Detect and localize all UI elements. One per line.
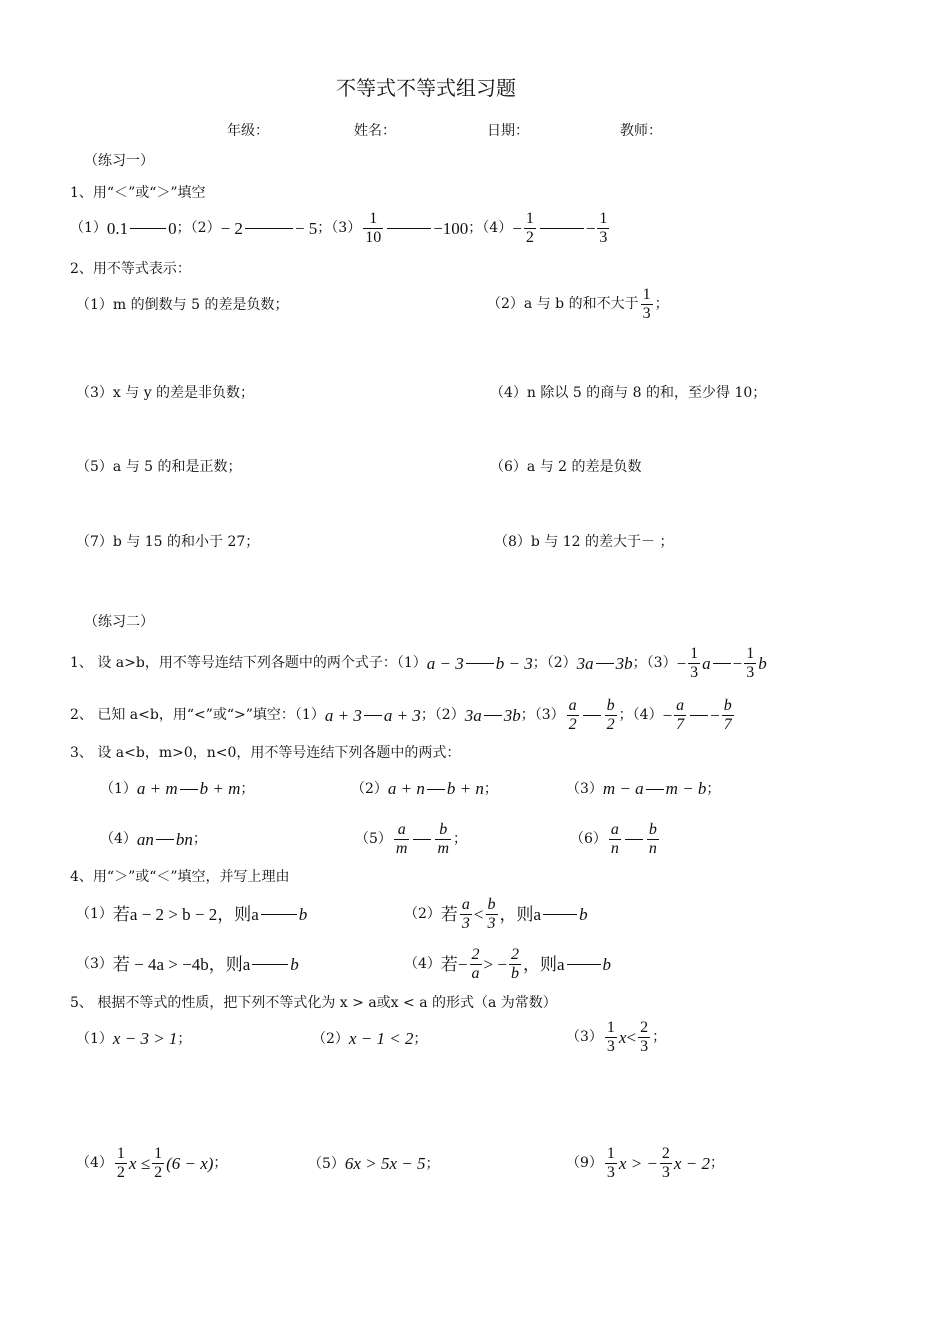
separator: ； — [192, 831, 207, 847]
ex2-q1-stem: 1、 设 a>b，用不等号连结下列各题中的两个式子：（1） — [70, 655, 427, 671]
ex2-q3-item-3 — [566, 780, 720, 797]
ex2-q3-item-6 — [570, 816, 661, 862]
fraction: $\frac{a}{m}$ — [395, 820, 408, 857]
separator: ；（2） — [420, 707, 465, 723]
variable: b — [602, 954, 611, 974]
answer-blank — [130, 227, 166, 229]
inequality: x > − — [618, 1153, 658, 1173]
ex1-q1-a1: 0.1 — [106, 218, 129, 238]
answer-blank — [252, 963, 288, 965]
separator: ； — [483, 780, 498, 797]
ex1-q2-item-5: （5）a 与 5 的和是正数； — [76, 459, 242, 475]
ex2-q3-item-1 — [100, 780, 254, 797]
fraction: $\frac{a}{3}$ — [461, 895, 470, 932]
fraction: $\frac{2}{b}$ — [510, 945, 519, 982]
separator: ；（4） — [618, 707, 663, 723]
expression: a + 3 — [383, 705, 421, 725]
ex2-q5-item-5 — [308, 1155, 439, 1172]
answer-blank — [180, 788, 198, 790]
name-label: 姓名： — [354, 123, 396, 139]
ex2-q4-item-4 — [404, 940, 611, 988]
item-number: （3） — [566, 1029, 603, 1045]
ex2-q5-item-1 — [76, 1030, 191, 1047]
item-number: （2） — [351, 780, 388, 797]
ex2-q4-item-3 — [76, 942, 299, 986]
minus-sign: − — [457, 954, 468, 974]
expression: a + m — [136, 779, 178, 798]
fraction: $\frac{1}{10}$ — [365, 209, 382, 246]
ex1-q1-sep2: ；（3） — [317, 220, 362, 236]
item-text: ； — [654, 296, 669, 312]
fraction: $\frac{b}{2}$ — [606, 696, 615, 733]
expression: a − 3 — [426, 653, 464, 673]
answer-blank — [261, 913, 297, 915]
condition: 若 — [440, 904, 458, 924]
separator: ； — [453, 831, 468, 847]
exercise-1-heading: （练习一） — [84, 153, 154, 169]
fraction: $\frac{b}{n}$ — [648, 820, 657, 857]
less-than-sign: < — [473, 904, 484, 924]
ex1-q1-b2: − 5 — [294, 218, 318, 238]
variable: b — [758, 653, 767, 673]
separator: ；（2） — [532, 655, 577, 671]
answer-blank — [646, 788, 664, 790]
fraction: $\frac{b}{m}$ — [437, 820, 450, 857]
page-title: 不等式不等式组习题 — [336, 76, 516, 100]
ex2-q4-item-2 — [404, 890, 588, 938]
separator: ； — [709, 1155, 724, 1171]
condition: 若 — [440, 954, 458, 974]
expression: bn — [175, 829, 193, 849]
expression: m − a — [602, 779, 644, 798]
fraction: $\frac{1}{2}$ — [525, 209, 534, 246]
inequality: x − 3 > 1 — [112, 1029, 178, 1048]
fraction: $\frac{a}{2}$ — [568, 696, 577, 733]
ex2-q3-item-2 — [351, 780, 498, 797]
less-than-sign: < — [626, 1027, 637, 1047]
fraction: $\frac{2}{3}$ — [661, 1144, 670, 1181]
answer-blank — [543, 913, 577, 915]
variable: b — [298, 904, 308, 924]
expression: 3a — [576, 653, 594, 673]
separator: ；（3） — [632, 655, 677, 671]
ex1-q2-item-8: （8）b 与 12 的差大于－ ； — [494, 534, 674, 550]
minus-sign: − — [710, 705, 720, 725]
item-number: （5） — [308, 1155, 345, 1172]
answer-blank — [583, 714, 601, 716]
inequality: x − 2 — [673, 1153, 710, 1173]
answer-blank — [387, 227, 431, 229]
ex2-q2-row — [70, 692, 736, 738]
ex2-q3-item-5 — [355, 816, 467, 862]
item-number: （5） — [355, 831, 392, 847]
answer-blank — [596, 662, 614, 664]
separator: ； — [652, 1029, 667, 1045]
ex1-q2-item-4: （4）n 除以 5 的商与 8 的和，至少得 10； — [490, 385, 767, 401]
ex2-q4-item-1 — [76, 892, 307, 936]
variable: b — [290, 954, 299, 974]
condition: ，则a — [499, 904, 542, 924]
greater-than-sign: > − — [483, 954, 507, 974]
separator: ； — [240, 780, 255, 797]
separator: ； — [413, 1030, 428, 1047]
ex1-q2-stem: 2、用不等式表示： — [70, 261, 191, 277]
separator: ； — [177, 1030, 192, 1047]
expression: 3a — [464, 705, 482, 725]
ex1-q2-item-1: （1）m 的倒数与 5 的差是负数； — [76, 297, 289, 313]
answer-blank — [484, 714, 502, 716]
separator: ； — [706, 780, 721, 797]
ex1-q2-item-2 — [487, 282, 669, 326]
ex2-q1-row — [70, 640, 767, 686]
minus-sign: − — [585, 218, 596, 238]
answer-blank — [690, 714, 708, 716]
ex1-q1-row — [70, 206, 611, 250]
minus-sign: − — [676, 653, 687, 673]
exercise-2-heading: （练习二） — [84, 614, 154, 630]
condition: ，则a — [522, 954, 565, 974]
item-number: （4） — [100, 831, 137, 847]
ex2-q5-stem: 5、 根据不等式的性质，把下列不等式化为 x > a或x < a 的形式（a 为常数） — [70, 995, 557, 1011]
fraction: $\frac{b}{3}$ — [487, 895, 496, 932]
item-number: （3） — [76, 956, 113, 972]
ex2-q3-item-4 — [100, 816, 207, 862]
inequality: x ≤ — [128, 1153, 151, 1173]
fraction: $\frac{1}{3}$ — [746, 644, 755, 681]
ex2-q5-item-4 — [76, 1140, 227, 1186]
expression: b + n — [446, 779, 484, 798]
ex1-q1-sep1: ；（2） — [176, 220, 221, 236]
fraction: $\frac{a}{7}$ — [676, 696, 685, 733]
ex1-q1-b1: 0 — [168, 218, 177, 238]
ex2-q2-stem: 2、 已知 a<b，用“<”或“>”填空：（1） — [70, 707, 325, 723]
ex2-q4-stem: 4、用“＞”或“＜”填空，并写上理由 — [70, 869, 290, 885]
ex1-q2-item-7: （7）b 与 15 的和小于 27； — [76, 534, 260, 550]
expression: a + n — [387, 779, 425, 798]
ex2-q3-stem: 3、 设 a<b，m>0，n<0，用不等号连结下列各题中的两式： — [70, 745, 461, 761]
variable: a — [702, 653, 711, 673]
fraction: $\frac{1}{3}$ — [606, 1018, 615, 1055]
inequality: 6x > 5x − 5 — [344, 1154, 426, 1173]
answer-blank — [540, 227, 584, 229]
teacher-label: 教师： — [620, 123, 662, 139]
answer-blank — [427, 788, 445, 790]
minus-sign: − — [662, 705, 673, 725]
fraction: $\frac{b}{7}$ — [723, 696, 732, 733]
item-text: （2）a 与 b 的和不大于 — [487, 296, 639, 312]
fraction: $\frac{a}{n}$ — [610, 820, 619, 857]
fraction: $\frac{2}{3}$ — [640, 1018, 649, 1055]
ex2-q5-item-2 — [312, 1030, 427, 1047]
answer-blank — [413, 838, 431, 840]
expression: b − 3 — [495, 653, 533, 673]
minus-sign: − — [732, 653, 743, 673]
variable: b — [579, 904, 588, 924]
ex1-q1-b3: −100 — [433, 218, 469, 238]
ex1-q1-a2: − 2 — [220, 218, 243, 238]
expression: 3b — [615, 653, 633, 673]
ex2-q5-item-3 — [566, 1014, 666, 1060]
fraction: $\frac{1}{2}$ — [154, 1144, 163, 1181]
expression: b + m — [199, 779, 241, 798]
answer-blank — [625, 838, 643, 840]
grade-label: 年级： — [227, 123, 269, 139]
answer-blank — [466, 662, 494, 664]
fraction: $\frac{1}{3}$ — [690, 644, 699, 681]
item-number: （1） — [100, 780, 137, 797]
ex2-q5-item-9 — [566, 1140, 724, 1186]
variable: x — [618, 1027, 627, 1047]
ex1-q1-p1: （1） — [70, 220, 107, 236]
separator: ； — [213, 1155, 228, 1171]
answer-blank — [364, 714, 382, 716]
item-number: （2） — [312, 1030, 349, 1047]
answer-blank — [245, 227, 293, 229]
item-number: （3） — [566, 780, 603, 797]
item-number: （2） — [404, 906, 441, 922]
ex1-q1-stem: 1、用“＜”或“＞”填空 — [70, 185, 206, 201]
condition: 若 − 4a > −4b，则a — [112, 954, 251, 974]
expression: an — [136, 829, 154, 849]
fraction: $\frac{1}{3}$ — [606, 1144, 615, 1181]
item-number: （6） — [570, 831, 607, 847]
answer-blank — [567, 963, 601, 965]
date-label: 日期： — [487, 123, 529, 139]
fraction: $\frac{1}{2}$ — [116, 1144, 125, 1181]
answer-blank — [713, 662, 731, 664]
minus-sign: − — [512, 218, 522, 238]
item-number: （1） — [76, 906, 113, 922]
expression: 3b — [503, 705, 521, 725]
item-number: （1） — [76, 1030, 113, 1047]
fraction: $\frac{1}{3}$ — [599, 209, 608, 246]
item-number: （9） — [566, 1155, 603, 1171]
item-number: （4） — [76, 1155, 113, 1171]
ex1-q1-sep3: ；（4） — [468, 220, 513, 236]
inequality: x − 1 < 2 — [348, 1029, 414, 1048]
expression: m − b — [665, 779, 707, 798]
item-number: （4） — [404, 956, 441, 972]
condition: 若a − 2 > b − 2，则a — [112, 904, 259, 924]
ex1-q2-item-3: （3）x 与 y 的差是非负数； — [76, 385, 255, 401]
fraction: $\frac{2}{a}$ — [471, 945, 480, 982]
separator: ； — [425, 1155, 440, 1172]
answer-blank — [156, 838, 174, 840]
ex1-q2-item-6: （6）a 与 2 的差是负数 — [490, 459, 642, 475]
fraction: $\frac{1}{3}$ — [642, 285, 651, 322]
expression: a + 3 — [324, 705, 362, 725]
separator: ；（3） — [520, 707, 565, 723]
inequality: (6 − x) — [166, 1153, 214, 1173]
